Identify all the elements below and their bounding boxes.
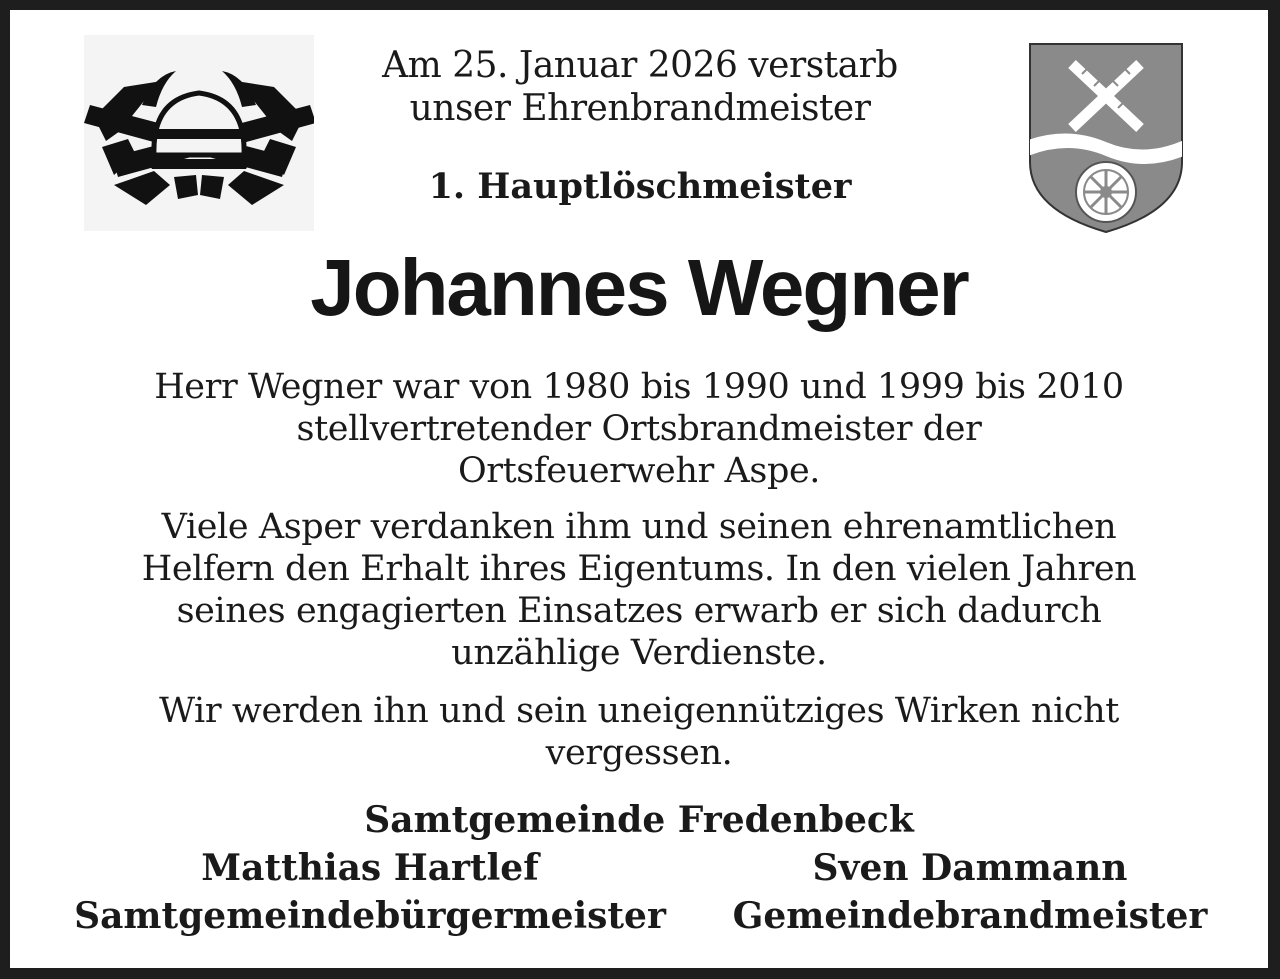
signatory-name: Matthias Hartlef [201, 847, 539, 889]
signatory-title: Gemeindebrandmeister [732, 895, 1208, 937]
tribute-paragraph [50, 506, 1228, 674]
signatory-left [70, 844, 670, 940]
signatory-right [710, 844, 1230, 940]
signatory-title: Samtgemeindebürgermeister [74, 895, 666, 937]
coat-of-arms-icon [1028, 42, 1184, 234]
paragraph-line: stellvertretender Ortsbrandmeister der [296, 409, 982, 449]
paragraph-line: Wir werden ihn und sein uneigennütziges Wirken nicht [159, 691, 1119, 731]
paragraph-line: Helfern den Erhalt ihres Eigentums. In den vielen Jahren [141, 549, 1137, 589]
intro-line-date: Am 25. Januar 2026 verstarb [382, 45, 898, 86]
paragraph-line: vergessen. [545, 733, 733, 773]
paragraph-line: unzählige Verdienste. [451, 633, 827, 673]
organization-name: Samtgemeinde Fredenbeck [364, 799, 914, 841]
paragraph-line: Herr Wegner war von 1980 bis 1990 und 1999 bis 2010 [154, 367, 1124, 407]
death-announcement [310, 44, 970, 130]
paragraph-line: Ortsfeuerwehr Aspe. [457, 451, 821, 491]
service-paragraph [50, 366, 1228, 492]
closing-paragraph [50, 690, 1228, 774]
signatory-name: Sven Dammann [812, 847, 1128, 889]
intro-line-role: unser Ehrenbrandmeister [409, 88, 871, 129]
deceased-name: Johannes Wegner [310, 243, 968, 332]
rank-title: 1. Hauptlöschmeister [428, 166, 852, 207]
fire-brigade-emblem-icon [84, 35, 314, 231]
obituary-notice [10, 10, 1268, 968]
paragraph-line: seines engagierten Einsatzes erwarb er sich dadurch [176, 591, 1102, 631]
paragraph-line: Viele Asper verdanken ihm und seinen ehrenamtlichen [161, 507, 1117, 547]
